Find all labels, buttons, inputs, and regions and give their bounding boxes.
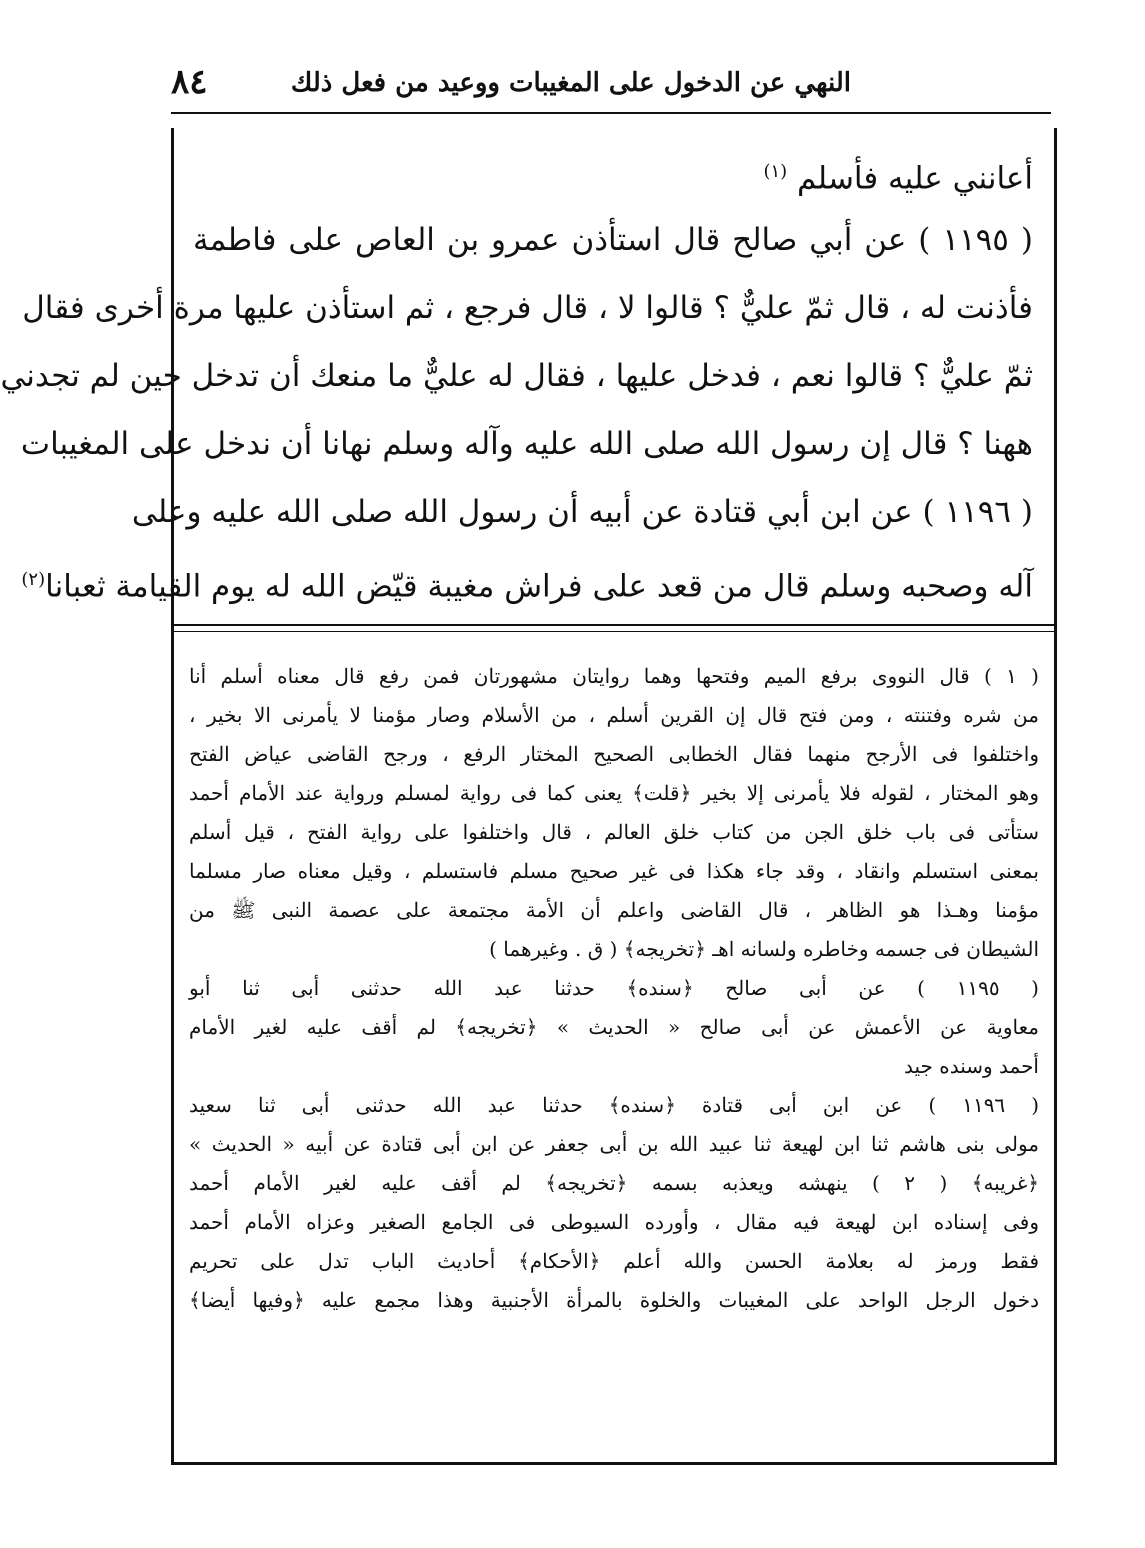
hadith-line: ثمّ عليٌّ ؟ قالوا نعم ، فدخل عليها ، فقال له عليٌّ ما منعك أن تدخل حين لم تجدني [0,358,1033,394]
footnote-line: وهو المختار ، لقوله فلا يأمرنى إلا بخير ﴿قلت﴾ يعنى كما فى رواية لمسلم ورواية عند الأمام أحمد [189,781,1039,805]
footnote-line: مؤمنا وهـذا هو الظاهر ، قال القاضى واعلم أن الأمة مجتمعة على عصمة النبى ﷺ من [189,898,1039,922]
hadith-line: ( ١١٩٦ ) عن ابن أبي قتادة عن أبيه أن رسول الله صلى الله عليه وعلى [131,494,1033,530]
footnote-line: واختلفوا فى الأرجح منهما فقال الخطابى الصحيح المختار الرفع ، ورجح القاضى عياض الفتح [189,742,1039,766]
hadith-line: فأذنت له ، قال ثمّ عليٌّ ؟ قالوا لا ، قال فرجع ، ثم استأذن عليها مرة أخرى فقال [22,290,1033,326]
footnote-divider [171,624,1057,632]
footnote-line: وفى إسناده ابن لهيعة فيه مقال ، وأورده السيوطى فى الجامع الصغير وعزاه الأمام أحمد [189,1210,1039,1234]
footnote-line: دخول الرجل الواحد على المغيبات والخلوة بالمرأة الأجنبية وهذا مجمع عليه ﴿وفيها أيضا﴾ [189,1288,1039,1312]
hadith-line: آله وصحبه وسلم قال من قعد على فراش مغيبة قيّض الله له يوم القيامة ثعبانا$^{(٢)}$ [21,568,1033,605]
header-title: النهي عن الدخول على المغيبات ووعيد من فعل ذلك [290,68,851,98]
footnote-line: ( ١١٩٥ ) عن أبى صالح ﴿سنده﴾ حدثنا عبد الله حدثنى أبى ثنا أبو [189,976,1039,1000]
page-number: ٨٤ [171,62,208,102]
footnote-line: معاوية عن الأعمش عن أبى صالح « الحديث » ﴿تخريجه﴾ لم أقف عليه لغير الأمام [189,1015,1039,1039]
footnotes [189,657,1039,1320]
footnote-line: فقط ورمز له بعلامة الحسن والله أعلم ﴿الأحكام﴾ أحاديث الباب تدل على تحريم [189,1249,1039,1273]
header-rule [171,112,1051,114]
footnote-ref-2: (٢) [21,569,46,590]
footnote-line: الشيطان فى جسمه وخاطره ولسانه اهـ ﴿تخريجه﴾ ( ق . وغيرهما ) [489,937,1039,961]
footnote-line: ( ١ ) قال النووى برفع الميم وفتحها وهما روايتان مشهورتان فمن رفع قال معناه أسلم أنا [189,664,1039,688]
hadith-line: ههنا ؟ قال إن رسول الله صلى الله عليه وآله وسلم نهانا أن ندخل على المغيبات [20,426,1033,462]
hadith-line: أعانني عليه فأسلم $^{(١)}$ [763,160,1033,197]
frame-bottom-rule [171,1462,1057,1465]
footnote-line: مولى بنى هاشم ثنا ابن لهيعة ثنا عبيد الله بن أبى جعفر عن ابن أبى قتادة عن أبيه « الحديث » [189,1132,1039,1156]
footnote-line: أحمد وسنده جيد [903,1054,1039,1078]
footnote-line: ( ١١٩٦ ) عن ابن أبى قتادة ﴿سنده﴾ حدثنا عبد الله حدثنى أبى ثنا سعيد [189,1093,1039,1117]
footnote-line: بمعنى استسلم وانقاد ، وقد جاء هكذا فى غير صحيح مسلم فاستسلم ، وقيل معناه صار مسلما [189,859,1039,883]
footnote-line: ستأتى فى باب خلق الجن من كتاب خلق العالم ، قال واختلفوا على رواية الفتح ، قيل أسلم [189,820,1039,844]
footnote-line: من شره وفتنته ، ومن فتح قال إن القرين أسلم ، من الأسلام وصار مؤمنا لا يأمرنى الا بخير ، [189,703,1039,727]
hadith-line: ( ١١٩٥ ) عن أبي صالح قال استأذن عمرو بن العاص على فاطمة [193,222,1033,258]
hadith-text [0,138,1033,614]
footnote-line: ﴿غريبه﴾ ( ٢ ) ينهشه ويعذبه بسمه ﴿تخريجه﴾ لم أقف عليه لغير الأمام أحمد [189,1171,1039,1195]
running-header [171,62,1051,112]
footnote-ref-1: (١) [763,161,788,182]
